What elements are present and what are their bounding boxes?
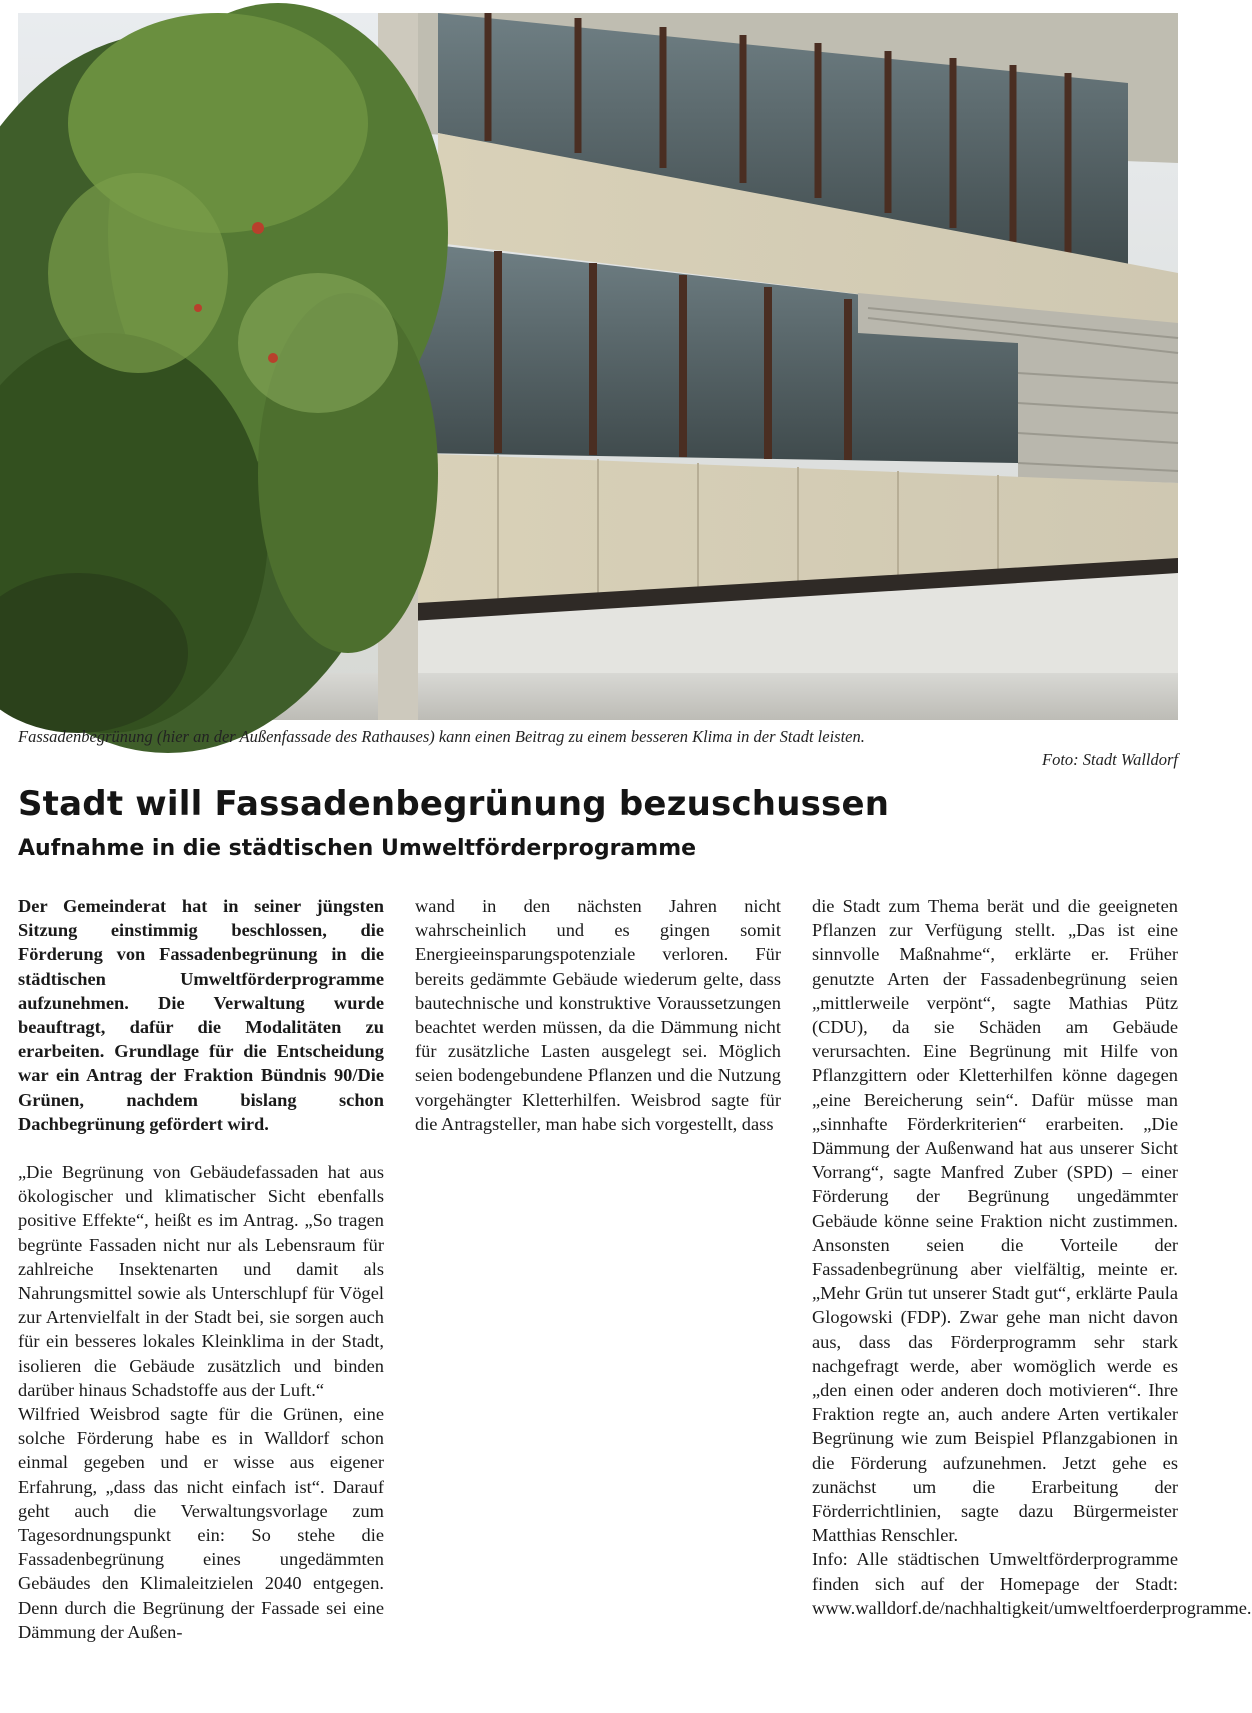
lead-paragraph: Der Gemeinderat hat in seiner jüngsten Sitzung einstimmig beschlossen, die Förderung von Fassadenbegrünung in die städtischen Umweltförderprogramme aufzunehmen. Die Verwaltung wurde beauftragt, dafür die Modalitäten zu erarbeiten. Grundlage für die Entscheidung war ein Antrag der Fraktion Bündnis 90/Die Grünen, nachdem bislang schon Dachbegrünung gefördert wird. [18, 896, 384, 1134]
body-paragraph: die Stadt zum Thema berät und die geeigneten Pflanzen zur Verfügung stellt. „Das ist eine sinnvolle Maßnahme“, erklärte er. Früher genutzte Arten der Fassadenbegrünung seien „mittlerweile verpönt“, sagte Mathias Pütz (CDU), da sie Schäden am Gebäude verursachten. Eine Begrünung mit Hilfe von Pflanzgittern oder Kletterhilfen könne dagegen „eine Bereicherung sein“. Dafür müsse man „sinnhafte Förderkriterien“ erarbeiten. „Die Dämmung der Außenwand hat aus unserer Sicht Vorrang“, sagte Manfred Zuber (SPD) – einer Förderung der Begrünung ungedämmter Gebäude könne seine Fraktion nicht zustimmen. Ansonsten seien die Vorteile der Fassadenbegrünung aber vielfältig, meinte er. „Mehr Grün tut unserer Stadt gut“, erklärte Paula Glogowski (FDP). Zwar gehe man nicht davon aus, dass das Förderprogramm sehr stark nachgefragt werde, aber womöglich werde es „den einen oder anderen doch motivieren“. Ihre Fraktion regte an, auch andere Arten vertikaler Begrünung wie zum Beispiel Pflanzgabionen in die Förderung aufzunehmen. Jetzt gehe es zunächst um die Erarbeitung der Förderrichtlinien, sagte dazu Bürgermeister Matthias Renschler. [812, 896, 1178, 1546]
body-paragraph: wand in den nächsten Jahren nicht wahrscheinlich und es gingen somit Energieeinsparungspotenziale verloren. Für bereits gedämmte Gebäude wiederum gelte, dass bautechnische und konstruktive Voraussetzungen beachtet werden müssen, da die Dämmung nicht für zusätzliche Lasten ausgelegt sei. Möglich seien bodengebundene Pflanzen und die Nutzung vorgehängter Kletterhilfen. Weisbrod sagte für die Antragsteller, man habe sich vorgestellt, dass [415, 896, 781, 1134]
info-paragraph: Info: Alle städtischen Umweltförderprogramme finden sich auf der Homepage der Stadt: www.walldorf.de/nachhaltigkeit/umweltfoerderprogramme. [812, 1549, 1252, 1618]
building-facade-illustration [18, 13, 1178, 720]
body-paragraph: „Die Begrünung von Gebäudefassaden hat aus ökologischer und klimatischer Sicht ebenfalls positive Effekte“, heißt es im Antrag. „So tragen begrünte Fassaden nicht nur als Lebensraum für zahlreiche Insektenarten und damit als Nahrungsmittel sowie als Unterschlupf für Vögel zur Artenvielfalt in der Stadt bei, sie sorgen auch für ein besseres lokales Kleinklima in der Stadt, isolieren die Gebäude zusätzlich und binden darüber hinaus Schadstoffe aus der Luft.“ [18, 1162, 384, 1400]
article-column-2 [415, 894, 781, 1136]
article-headline: Stadt will Fassadenbegrünung bezuschussen [18, 784, 890, 824]
article-subheadline: Aufnahme in die städtischen Umweltförderprogramme [18, 836, 697, 861]
article-photo [18, 13, 1178, 720]
article-column-1 [18, 894, 384, 1644]
caption-text: Fassadenbegrünung (hier an der Außenfassade des Rathauses) kann einen Beitrag zu einem besseren Klima in der Stadt leisten. [18, 727, 865, 746]
article-column-3 [812, 894, 1252, 1620]
paragraph-gap [18, 1136, 384, 1160]
photo-credit: Foto: Stadt Walldorf [1042, 750, 1178, 769]
body-paragraph: Wilfried Weisbrod sagte für die Grünen, eine solche Förderung habe es in Walldorf schon einmal gegeben und er wisse aus eigener Erfahrung, „dass das nicht einfach ist“. Darauf geht auch die Verwaltungsvorlage zum Tagesordnungspunkt ein: So stehe die Fassadenbegrünung eines ungedämmten Gebäudes den Klimaleitzielen 2040 entgegen. Denn durch die Begrünung der Fassade sei eine Dämmung der Außen- [18, 1404, 384, 1642]
photo-caption [18, 725, 1178, 771]
